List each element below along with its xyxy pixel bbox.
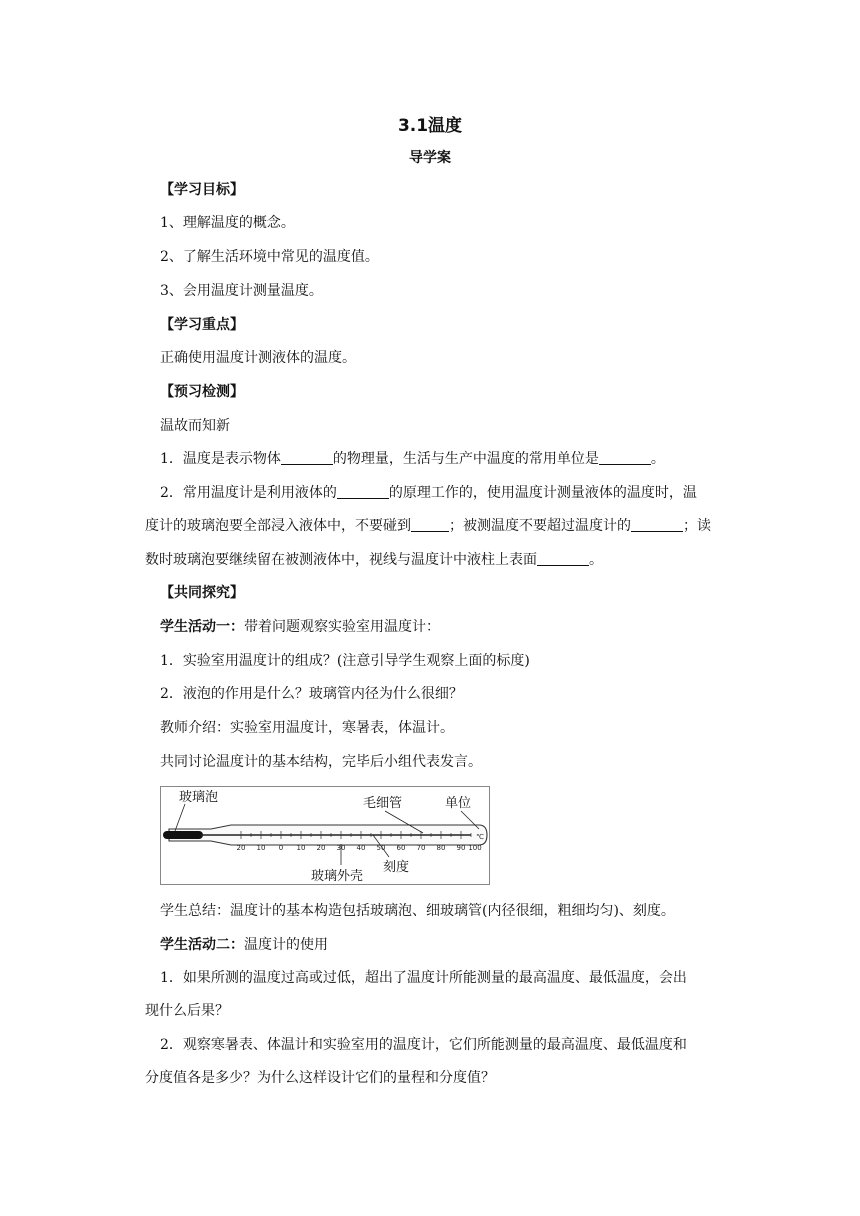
bulb-label: 玻璃泡 (179, 790, 219, 805)
goal-item-3: 3、会用温度计测量温度。 (160, 283, 323, 299)
answer-blank (411, 517, 449, 532)
question-2-part-g: 。 (589, 552, 603, 568)
question-2-part-d: ；被测温度不要超过温度计的 (449, 518, 631, 534)
question-2-part-f: 数时玻璃泡要继续留在被测液体中，视线与温度计中液柱上表面 (145, 552, 537, 568)
question-2-line-2 (145, 516, 711, 536)
tick-label: 80 (436, 844, 446, 852)
goal-item-2: 2、了解生活环境中常见的温度值。 (160, 249, 379, 265)
focus-heading: 【学习重点】 (160, 317, 244, 333)
tick-label: 10 (296, 844, 306, 852)
thermometer-bulb (163, 831, 203, 839)
question-1 (160, 449, 665, 469)
question-1-part-a: 1．温度是表示物体 (160, 451, 281, 467)
discussion-note: 共同讨论温度计的基本结构，完毕后小组代表发言。 (160, 754, 482, 770)
activity-2-line (160, 935, 328, 955)
review-label: 温故而知新 (160, 418, 230, 434)
tick-label: 30 (336, 844, 346, 852)
tick-label: 60 (396, 844, 406, 852)
scale-label: 刻度 (383, 860, 410, 875)
question-2-part-c: 度计的玻璃泡要全部浸入液体中，不要碰到 (145, 518, 411, 534)
answer-blank (631, 517, 683, 532)
tick-label: 20 (236, 844, 246, 852)
goal-item-1: 1、理解温度的概念。 (160, 215, 295, 231)
focus-item: 正确使用温度计测液体的温度。 (160, 350, 356, 366)
bulb-leader (175, 804, 185, 831)
goals-heading: 【学习目标】 (160, 182, 244, 198)
activity-2-text: 温度计的使用 (244, 937, 328, 953)
activity-2-heading: 学生活动二： (160, 937, 244, 953)
capillary-label: 毛细管 (363, 796, 403, 811)
question-2-part-e: ；读 (683, 518, 711, 534)
explore-heading: 【共同探究】 (160, 585, 244, 601)
activity-1-heading: 学生活动一： (160, 619, 244, 635)
answer-blank (281, 450, 333, 465)
activity-1-question-2: 2．液泡的作用是什么？玻璃管内径为什么很细？ (160, 686, 463, 702)
question-2-part-b: 的原理工作的，使用温度计测量液体的温度时，温 (388, 485, 697, 501)
tick-label: 0 (278, 844, 284, 852)
answer-blank (537, 551, 589, 566)
tick-label: 10 (256, 844, 266, 852)
activity-2-question-2-line-2: 分度值各是多少？为什么这样设计它们的量程和分度值？ (145, 1070, 495, 1086)
shell-label: 玻璃外壳 (311, 869, 364, 884)
activity-2-question-1-line-1: 1．如果所测的温度过高或过低，超出了温度计所能测量的最高温度、最低温度，会出 (160, 970, 687, 986)
unit-label: 单位 (445, 796, 472, 811)
document-subtitle: 导学案 (409, 150, 451, 166)
question-1-part-b: 的物理量，生活与生产中温度的常用单位是 (332, 451, 599, 467)
question-2-line-1 (160, 483, 697, 503)
thermometer-figure (160, 786, 490, 885)
question-2-part-a: 2．常用温度计是利用液体的 (160, 485, 337, 501)
activity-1-question-1: 1．实验室用温度计的组成？(注意引导学生观察上面的标度) (160, 653, 530, 669)
question-1-part-c: 。 (650, 451, 665, 467)
tick-label: 90 (456, 844, 466, 852)
preview-heading: 【预习检测】 (160, 384, 244, 400)
answer-blank (337, 484, 389, 499)
question-2-line-3 (145, 550, 603, 570)
student-summary: 学生总结：温度计的基本构造包括玻璃泡、细玻璃管(内径很细，粗细均匀)、刻度。 (160, 903, 675, 919)
teacher-intro: 教师介绍：实验室用温度计，寒暑表，体温计。 (160, 720, 454, 736)
activity-1-line (160, 617, 440, 637)
unit-symbol: ℃ (476, 833, 484, 841)
tick-label: 100 (468, 844, 482, 852)
tick-label: 70 (416, 844, 426, 852)
answer-blank (599, 450, 651, 465)
document-title: 3.1温度 (397, 116, 463, 136)
activity-2-question-2-line-1: 2．观察寒暑表、体温计和实验室用的温度计，它们所能测量的最高温度、最低温度和 (160, 1037, 687, 1053)
activity-1-text: 带着问题观察实验室用温度计： (244, 619, 440, 635)
tick-label: 40 (356, 844, 366, 852)
tick-label: 50 (376, 844, 386, 852)
activity-2-question-1-line-2: 现什么后果？ (145, 1003, 229, 1019)
tick-label: 20 (316, 844, 326, 852)
